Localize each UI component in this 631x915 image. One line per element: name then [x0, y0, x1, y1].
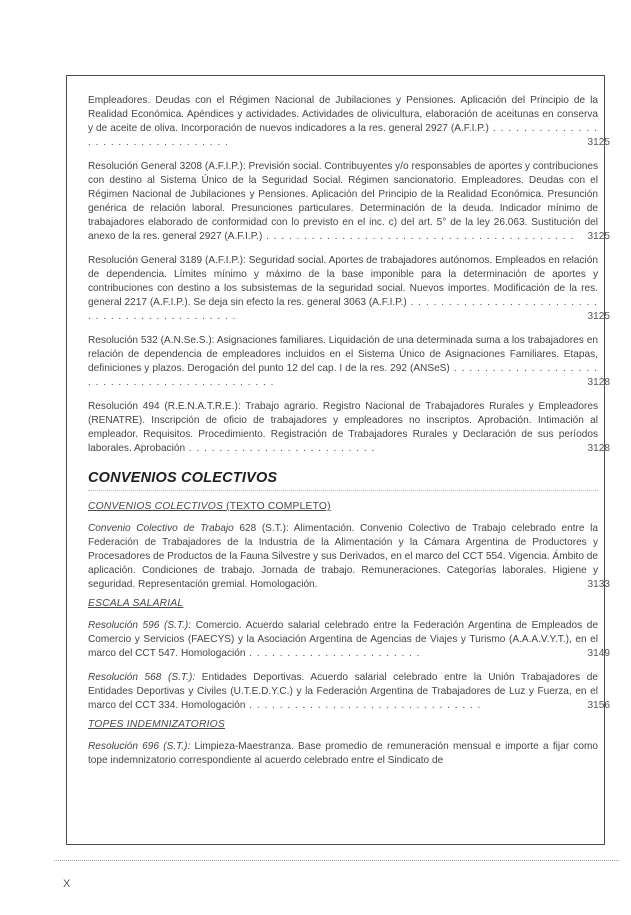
index-entry: Resolución 494 (R.E.N.A.T.R.E.): Trabajo agrario. Registro Nacional de Trabajadores Rurales y Empleadores (RENATRE). Inscripción de oficio de trabajadores y empleadores no inscriptos. Aprobación. Intimación al empleador. Requisitos. Procedimiento. Registración de Trabajadores Rurales y Declaración de sus períodos laborales. Aprobación . . . . . . . . . . . . . . . . . . . . . . . . . 3128	[88, 401, 610, 454]
subsection-heading-topes: TOPES INDEMNIZATORIOS	[88, 719, 225, 730]
subsection-heading-convenios: CONVENIOS COLECTIVOS (TEXTO COMPLETO)	[88, 501, 331, 512]
entry-text: Limpieza-Maestranza. Base promedio de remuneración mensual e importe a fijar como tope indemnizatorio correspondiente al acuerdo celebrado entre el Sindicato de	[88, 741, 598, 766]
index-entry: Empleadores. Deudas con el Régimen Nacional de Jubilaciones y Pensiones. Aplicación del Principio de la Realidad Económica. Apéndices y actividades. Actividades de olivicultura, elaboración de aceitunas en conserva y de aceite de oliva. Incorporación de nuevos indicadores a la res. general 2927 (A.F.I.P.) . . . . . . . . . . . . . . . . . . . . . . . . . . . . . . . . . 3125	[88, 95, 610, 148]
title-divider	[88, 490, 598, 491]
index-entry: Resolución General 3189 (A.F.I.P.): Seguridad social. Aportes de trabajadores autónomos. Empleados en relación de dependencia. Límites mínimo y máximo de la base imponible para la determinación de aportes y contribuciones con destino a los subsistemas de la seguridad social. Nuevos importes. Modificación de la res. general 2217 (A.F.I.P.). Se deja sin efecto la res. general 3063 (A.F.I.P.) . . . . . . . . . . . . . . . . . . . . . . . . . . . . . . . . . . . . . . . . . . . . . 3125	[88, 255, 610, 322]
entry-page-number: 3149	[587, 648, 610, 659]
section-title: CONVENIOS COLECTIVOS	[88, 470, 278, 486]
entry-lead: Resolución 596 (S.T.):	[88, 620, 192, 631]
footer-divider	[54, 860, 619, 861]
entry-lead: Resolución 568 (S.T.):	[88, 672, 196, 683]
entry-page-number: 3125	[587, 231, 610, 242]
index-entry: Resolución 532 (A.N.Se.S.): Asignaciones familiares. Liquidación de una determinada suma a los trabajadores en relación de dependencia de empleadores incluidos en el Sistema Único de Asignaciones Familiares. Etapas, definiciones y plazos. Derogación del punto 12 del cap. I de la res. 292 (ANSeS) . . . . . . . . . . . . . . . . . . . . . . . . . . . . . . . . . . . . . . . . . . . . 3128	[88, 335, 610, 388]
index-entry: Resolución General 3208 (A.F.I.P.): Previsión social. Contribuyentes y/o responsables de aportes y contribuciones con destino al Sistema Único de la Seguridad Social. Régimen sancionatorio. Empleadores. Deudas con el Régimen Nacional de Jubilaciones y Pensiones. Aplicación del Principio de la Realidad Económica. Presunción genérica de relación laboral. Presunciones particulares. Determinación de la deuda. Indicador mínimo de trabajadores elaborado de conformidad con lo previsto en el inc. c) del art. 5° de la ley 26.063. Sustitución del anexo de la res. general 2927 (A.F.I.P.) . . . . . . . . . . . . . . . . . . . . . . . . . . . . . . . . . . . . . . . . . 3125	[88, 161, 610, 242]
entry-text: 628 (S.T.): Alimentación. Convenio Colectivo de Trabajo celebrado entre la Federación de Trabajadores de la Industria de la Alimentación y la Cámara Argentina de Productores y Procesadores de Productos de la Fauna Silvestre y sus Derivados, en el marco del CCT 554. Vigencia. Ámbito de aplicación. Condiciones de trabajo. Jornada de trabajo. Remuneraciones. Categorías laborales. Higiene y seguridad. Representación gremial. Homologación.	[88, 523, 598, 590]
entry-page-number: 3156	[587, 700, 610, 711]
index-content	[88, 94, 610, 768]
entry-text: Resolución 494 (R.E.N.A.T.R.E.): Trabajo agrario. Registro Nacional de Trabajadores Rurales y Empleadores (RENATRE). Inscripción de oficio de trabajadores y empleadores no inscriptos. Aprobación. Intimación al empleador. Requisitos. Procedimiento. Registración de Trabajadores Rurales y Declaración de sus períodos laborales. Aprobación	[88, 401, 598, 454]
subsection-heading-escala: ESCALA SALARIAL	[88, 598, 184, 609]
entry-page-number: 3128	[587, 377, 610, 388]
entry-text: Comercio. Acuerdo salarial celebrado entre la Federación Argentina de Empleados de Comercio y Servicios (FAECYS) y la Asociación Argentina de Agencias de Viajes y Turismo (A.A.A.V.Y.T.), en el marco del CCT 547. Homologación	[88, 620, 599, 659]
entry-text: Resolución 532 (A.N.Se.S.): Asignaciones familiares. Liquidación de una determinada suma a los trabajadores en relación de dependencia de empleadores incluidos en el Sistema Único de Asignaciones Familiares. Etapas, definiciones y plazos. Derogación del punto 12 del cap. I de la res. 292 (ANSeS)	[88, 335, 598, 374]
index-entry: Resolución 568 (S.T.): Entidades Deportivas. Acuerdo salarial celebrado entre la Unión Trabajadores de Entidades Deportivas y Civiles (U.T.E.D.Y.C.) y la Federación Argentina de Trabajadores de Luz y Fuerza, en el marco del CCT 334. Homologación . . . . . . . . . . . . . . . . . . . . . . . . . . . . . . . 3156	[88, 672, 610, 711]
entry-lead: Convenio Colectivo de Trabajo	[88, 523, 234, 534]
entry-text: Resolución General 3208 (A.F.I.P.): Previsión social. Contribuyentes y/o responsables de aportes y contribuciones con destino al Sistema Único de la Seguridad Social. Régimen sancionatorio. Empleadores. Deudas con el Régimen Nacional de Jubilaciones y Pensiones. Aplicación del Principio de la Realidad Económica. Presunción genérica de relación laboral. Presunciones particulares. Determinación de la deuda. Indicador mínimo de trabajadores elaborado de conformidad con lo previsto en el inc. c) del art. 5° de la ley 26.063. Sustitución del anexo de la res. general 2927 (A.F.I.P.)	[88, 161, 598, 242]
index-entry: Resolución 596 (S.T.): Comercio. Acuerdo salarial celebrado entre la Federación Argentina de Empleados de Comercio y Servicios (FAECYS) y la Asociación Argentina de Agencias de Viajes y Turismo (A.A.A.V.Y.T.), en el marco del CCT 547. Homologación . . . . . . . . . . . . . . . . . . . . . . . 3149	[88, 620, 610, 659]
index-entry	[88, 740, 598, 768]
entry-text: Entidades Deportivas. Acuerdo salarial celebrado entre la Unión Trabajadores de Entidades Deportivas y Civiles (U.T.E.D.Y.C.) y la Federación Argentina de Trabajadores de Luz y Fuerza, en el marco del CCT 334. Homologación	[88, 672, 598, 711]
entry-text: Resolución General 3189 (A.F.I.P.): Seguridad social. Aportes de trabajadores autónomos. Empleados en relación de dependencia. Límites mínimo y máximo de la base imponible para la determinación de aportes y contribuciones con destino a los subsistemas de la seguridad social. Nuevos importes. Modificación de la res. general 2217 (A.F.I.P.). Se deja sin efecto la res. general 3063 (A.F.I.P.)	[88, 255, 598, 308]
entry-page-number: 3125	[587, 137, 610, 148]
entry-page-number: 3133	[587, 579, 610, 590]
index-frame	[66, 75, 610, 845]
entry-page-number: 3128	[587, 443, 610, 454]
entry-page-number: 3125	[587, 311, 610, 322]
entry-text: Empleadores. Deudas con el Régimen Nacional de Jubilaciones y Pensiones. Aplicación del Principio de la Realidad Económica. Apéndices y actividades. Actividades de olivicultura, elaboración de aceitunas en conserva y de aceite de oliva. Incorporación de nuevos indicadores a la res. general 2927 (A.F.I.P.)	[88, 95, 598, 134]
entry-lead: Resolución 696 (S.T.):	[88, 741, 191, 752]
page-number: X	[63, 878, 71, 890]
index-entry	[88, 522, 610, 592]
